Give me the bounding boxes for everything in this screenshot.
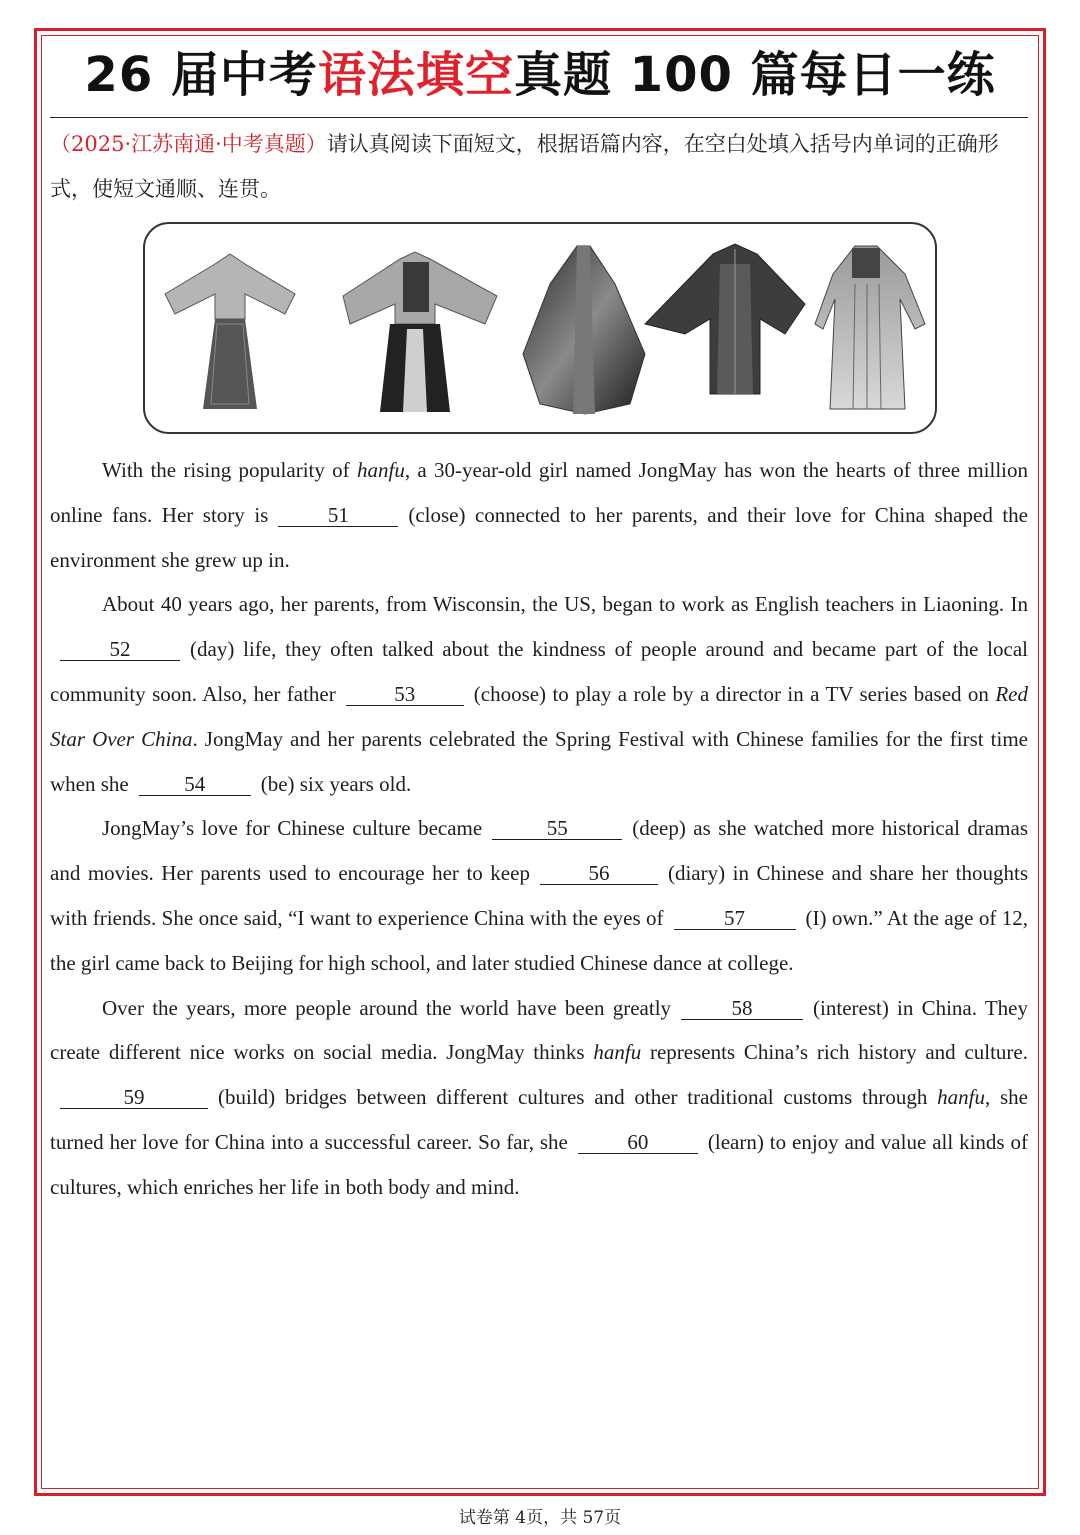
blank-57[interactable]: 57 bbox=[674, 907, 796, 930]
p2-text-b: (day) life, they often talked about the kindness of people around and became part of the local community soon. Also, her father bbox=[50, 637, 1028, 706]
title-highlight: 语法填空 bbox=[317, 47, 514, 103]
p2-text-d: . JongMay and her parents celebrated the Spring Festival with Chinese families for the first time when she bbox=[50, 726, 1029, 796]
hanfu-2 bbox=[343, 252, 497, 412]
p4-text-c: represents China’s rich history and culture. bbox=[641, 1040, 1029, 1065]
hanfu-5 bbox=[815, 246, 925, 409]
blank-51[interactable]: 51 bbox=[278, 504, 398, 527]
p1-text-c: (close) connected to her parents, and their love for China shaped the environment she grew up in. bbox=[50, 502, 1028, 572]
title-divider bbox=[50, 117, 1028, 118]
instruction-text: 请认真阅读下面短文，根据语篇内容，在空白处填入括号内单词的正确形式，使短文通顺、连贯。 bbox=[50, 132, 999, 201]
paragraph-1 bbox=[50, 448, 1028, 582]
hanfu-4 bbox=[645, 244, 805, 394]
hanfu-3 bbox=[523, 246, 645, 414]
p1-text-a: With the rising popularity of bbox=[102, 458, 357, 482]
p4-text-e: , she turned her love for China into a successful career. So far, she bbox=[50, 1085, 1028, 1154]
blank-53[interactable]: 53 bbox=[346, 683, 464, 706]
title-part1: 26 届中考 bbox=[84, 47, 318, 103]
blank-58[interactable]: 58 bbox=[681, 997, 803, 1020]
hanfu-garments-image bbox=[143, 222, 937, 434]
blank-59[interactable]: 59 bbox=[60, 1086, 208, 1109]
page-footer: 试卷第 4页，共 57页 bbox=[458, 1508, 622, 1528]
p4-text-b: (interest) in China. They create different nice works on social media. JongMay thinks bbox=[50, 995, 1028, 1065]
hanfu-1 bbox=[165, 254, 295, 409]
page-title bbox=[0, 40, 1080, 110]
hanfu-illustration bbox=[145, 224, 935, 432]
book-title-italic: Red Star Over China bbox=[50, 681, 1028, 751]
blank-54[interactable]: 54 bbox=[139, 773, 251, 796]
p3-text-d: (I) own.” At the age of 12, the girl came back to Beijing for high school, and later studied Chinese dance at college. bbox=[50, 905, 1028, 975]
blank-52[interactable]: 52 bbox=[60, 638, 180, 661]
blank-56[interactable]: 56 bbox=[540, 862, 658, 885]
paragraph-2 bbox=[50, 582, 1028, 806]
passage bbox=[50, 448, 1028, 1210]
title-part3: 真题 100 篇每日一练 bbox=[513, 47, 996, 103]
paragraph-3 bbox=[50, 806, 1028, 985]
blank-55[interactable]: 55 bbox=[492, 817, 622, 840]
p4-text-a: Over the years, more people around the world have been greatly bbox=[102, 995, 672, 1020]
p4-text-f: (learn) to enjoy and value all kinds of cultures, which enriches her life in both body and mind. bbox=[50, 1129, 1029, 1199]
blank-60[interactable]: 60 bbox=[578, 1131, 698, 1154]
p4-hanfu-italic-2: hanfu bbox=[937, 1085, 985, 1110]
p1-text-b: , a 30-year-old girl named JongMay has won the hearts of three million online fans. Her story is bbox=[50, 458, 1029, 527]
p4-text-d: (build) bridges between different cultures and other traditional customs through bbox=[218, 1085, 938, 1110]
paragraph-4 bbox=[50, 986, 1028, 1210]
p2-text-c: (choose) to play a role by a director in a TV series based on bbox=[473, 681, 996, 706]
p2-text-e: (be) six years old. bbox=[260, 771, 412, 796]
p3-text-c: (diary) in Chinese and share her thoughts with friends. She once said, “I want to experience China with the eyes of bbox=[50, 861, 1028, 930]
p1-hanfu-italic: hanfu bbox=[356, 458, 405, 482]
p3-text-a: JongMay’s love for Chinese culture became bbox=[102, 816, 483, 841]
instructions bbox=[50, 122, 1028, 212]
p2-text-a: About 40 years ago, her parents, from Wisconsin, the US, began to work as English teachers in Liaoning. In bbox=[102, 592, 1028, 617]
p4-hanfu-italic-1: hanfu bbox=[593, 1040, 642, 1065]
question-source: （2025·江苏南通·中考真题） bbox=[50, 132, 327, 156]
p3-text-b: (deep) as she watched more historical dramas and movies. Her parents used to encourage her to keep bbox=[50, 816, 1029, 886]
